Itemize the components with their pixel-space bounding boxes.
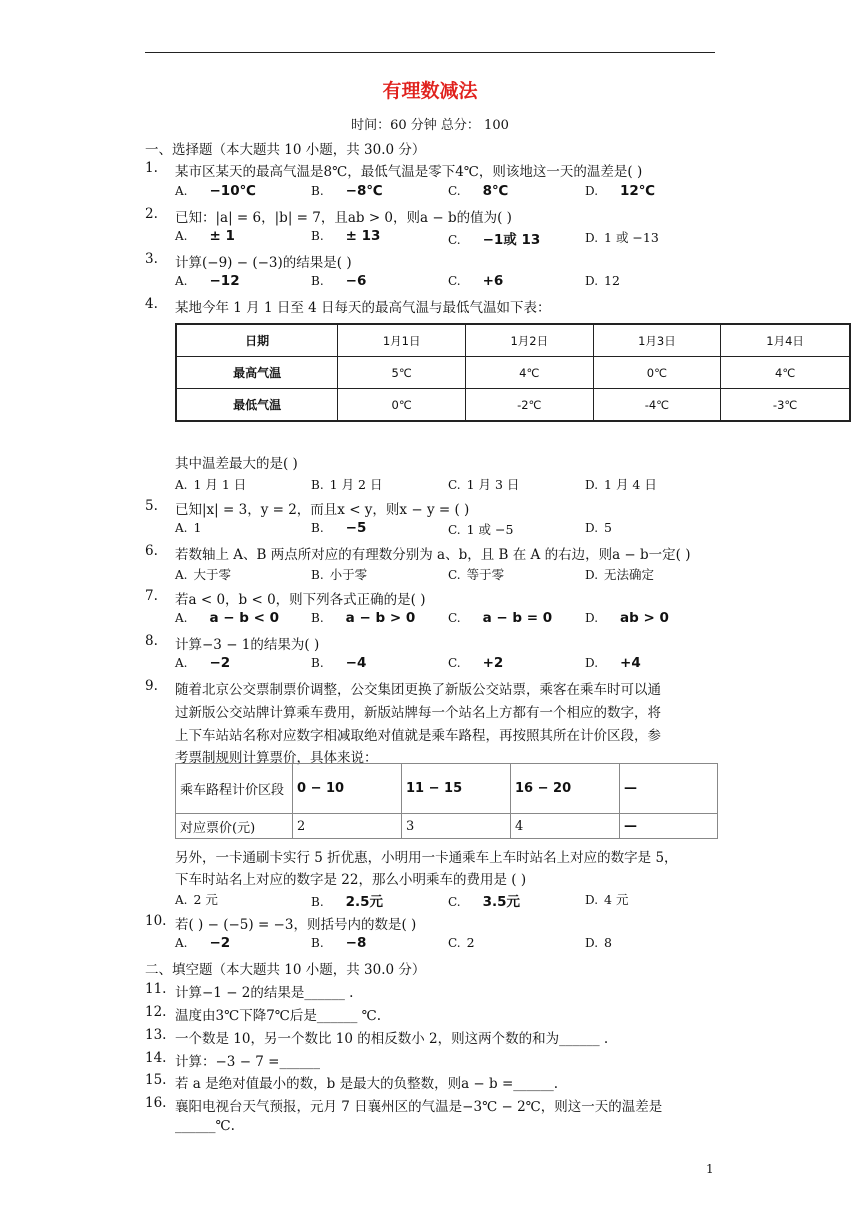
option-value: 1 月 2 日 xyxy=(329,477,383,492)
table-cell: 2 xyxy=(293,814,402,839)
option-value: ab > 0 xyxy=(620,610,669,626)
option-value: −8 xyxy=(345,935,367,951)
fill-question: 一个数是 10，另一个数比 10 的相反数小 2，则这两个数的和为______ . xyxy=(175,1031,609,1047)
table-cell: — xyxy=(620,764,718,814)
option-value: 1 xyxy=(193,520,202,535)
option-value: 12℃ xyxy=(620,183,656,199)
options-row: A. a − b < 0 B. a − b > 0 C. a − b = 0 D. ab > 0 xyxy=(175,610,669,626)
option-value: −12 xyxy=(209,273,240,289)
question-stem: 若数轴上 A、B 两点所对应的有理数分别为 a、b，且 B 在 A 的右边，则a − b一定( ) xyxy=(175,547,691,563)
options-row: A. −12 B. −6 C. +6 D. 12 xyxy=(175,273,620,289)
option-value: a − b > 0 xyxy=(345,610,416,626)
question-number: 4. xyxy=(145,296,158,312)
option-value: 1 月 4 日 xyxy=(604,477,657,492)
option-value: 2.5元 xyxy=(345,894,384,910)
table-cell: -2℃ xyxy=(465,389,593,422)
question-number: 13. xyxy=(145,1027,167,1043)
option-value: −2 xyxy=(209,935,231,951)
question-number: 11. xyxy=(145,981,167,997)
option-value: ± 1 xyxy=(209,228,235,244)
option-value: 1 月 1 日 xyxy=(193,477,247,492)
question-number: 5. xyxy=(145,498,158,514)
option-value: 1 或 −5 xyxy=(466,522,514,537)
exam-meta: 时间：60 分钟 总分： 100 xyxy=(351,118,509,133)
option-value: 2 xyxy=(466,935,475,950)
table-cell: 对应票价(元) xyxy=(176,814,293,839)
table-cell: 16 − 20 xyxy=(511,764,620,814)
table-cell: 最低气温 xyxy=(176,389,338,422)
question-stem-line: 随着北京公交票制票价调整，公交集团更换了新版公交站票，乘客在乘车时可以通 xyxy=(175,682,661,698)
section-fill-heading: 二、填空题（本大题共 10 小题，共 30.0 分） xyxy=(145,962,426,978)
fill-question-continued: ______℃. xyxy=(175,1118,235,1134)
fare-table xyxy=(175,763,718,839)
options-row: A. ± 1 B. ± 13 C. −1或 13 D. 1 或 −13 xyxy=(175,228,659,248)
question-number: 3. xyxy=(145,251,158,267)
option-value: 8℃ xyxy=(482,183,509,199)
option-value: 大于零 xyxy=(193,567,231,582)
question-number: 6. xyxy=(145,543,158,559)
question-followup: 另外，一卡通刷卡实行 5 折优惠，小明用一卡通乘车上车时站名上对应的数字是 5， xyxy=(175,850,678,866)
question-number: 14. xyxy=(145,1050,167,1066)
option-value: ± 13 xyxy=(345,228,381,244)
table-cell: 0℃ xyxy=(593,357,721,389)
table-header-cell: 1月3日 xyxy=(593,324,721,357)
question-number: 8. xyxy=(145,633,158,649)
table-header-cell: 1月4日 xyxy=(721,324,850,357)
options-row: A. 大于零 B. 小于零 C. 等于零 D. 无法确定 xyxy=(175,567,655,582)
header-rule xyxy=(145,52,715,53)
option-value: a − b = 0 xyxy=(482,610,553,626)
option-value: 12 xyxy=(604,273,620,288)
option-value: −10℃ xyxy=(209,183,256,199)
question-stem-line: 考票制规则计算票价，具体来说： xyxy=(175,750,378,766)
fill-question: 温度由3℃下降7℃后是______ ℃. xyxy=(175,1008,382,1024)
question-stem: 若( ) − (−5) = −3，则括号内的数是( ) xyxy=(175,917,417,933)
options-row: A. 2 元 B. 2.5元 C. 3.5元 D. 4 元 xyxy=(175,892,629,910)
fill-question: 襄阳电视台天气预报，元月 7 日襄州区的气温是−3℃ − 2℃，则这一天的温差是 xyxy=(175,1099,663,1115)
question-followup: 其中温差最大的是( ) xyxy=(175,456,298,472)
table-cell: 最高气温 xyxy=(176,357,338,389)
table-row xyxy=(176,764,718,814)
option-value: −8℃ xyxy=(345,183,383,199)
question-stem: 某市区某天的最高气温是8℃，最低气温是零下4℃，则该地这一天的温差是( ) xyxy=(175,164,643,180)
option-value: −6 xyxy=(345,273,367,289)
question-stem-line: 过新版公交站牌计算乘车费用，新版站牌每一个站名上方都有一个相应的数字，将 xyxy=(175,705,661,721)
table-row xyxy=(176,357,850,389)
option-value: +2 xyxy=(482,655,504,671)
table-header-cell: 1月1日 xyxy=(338,324,466,357)
option-value: 4 元 xyxy=(604,892,629,907)
option-value: a − b < 0 xyxy=(209,610,280,626)
options-row: A. −2 B. −8 C. 2 D. 8 xyxy=(175,935,612,951)
option-value: −1或 13 xyxy=(482,232,541,248)
option-value: 8 xyxy=(604,935,612,950)
table-cell: 乘车路程计价区段 xyxy=(176,764,293,814)
question-stem: 已知|x| = 3，y = 2，而且x < y，则x − y = ( ) xyxy=(175,502,470,518)
question-number: 7. xyxy=(145,588,158,604)
table-cell: — xyxy=(620,814,718,839)
question-followup: 下车时站名上对应的数字是 22，那么小明乘车的费用是 ( ) xyxy=(175,872,527,888)
fill-question: 计算：−3 − 7 =______ xyxy=(175,1054,320,1070)
table-cell: 0℃ xyxy=(338,389,466,422)
option-value: +4 xyxy=(620,655,641,671)
table-header-cell: 1月2日 xyxy=(465,324,593,357)
question-number: 2. xyxy=(145,206,158,222)
fill-question: 计算−1 − 2的结果是______ . xyxy=(175,985,354,1001)
question-stem: 已知：|a| = 6，|b| = 7，且ab > 0，则a − b的值为( ) xyxy=(175,210,512,226)
table-cell: 4 xyxy=(511,814,620,839)
option-value: −4 xyxy=(345,655,367,671)
question-number: 12. xyxy=(145,1004,167,1020)
options-row: A. 1 月 1 日 B. 1 月 2 日 C. 1 月 3 日 D. 1 月 4 日 xyxy=(175,477,657,492)
table-cell: -4℃ xyxy=(593,389,721,422)
section-choice-heading: 一、选择题（本大题共 10 小题，共 30.0 分） xyxy=(145,142,426,158)
option-value: 3.5元 xyxy=(482,894,520,910)
question-number: 15. xyxy=(145,1072,167,1088)
table-cell: 3 xyxy=(402,814,511,839)
table-cell: 0 − 10 xyxy=(293,764,402,814)
options-row: A. 1 B. −5 C. 1 或 −5 D. 5 xyxy=(175,520,612,537)
option-value: −5 xyxy=(345,520,367,536)
option-value: 1 或 −13 xyxy=(604,230,659,245)
table-header-cell: 日期 xyxy=(176,324,338,357)
option-value: 5 xyxy=(604,520,612,535)
option-value: 1 月 3 日 xyxy=(466,477,520,492)
option-value: −2 xyxy=(209,655,231,671)
question-stem: 某地今年 1 月 1 日至 4 日每天的最高气温与最低气温如下表： xyxy=(175,300,551,316)
table-cell: 4℃ xyxy=(465,357,593,389)
table-cell: 4℃ xyxy=(721,357,850,389)
option-value: 等于零 xyxy=(466,567,505,582)
options-row: A. −10℃ B. −8℃ C. 8℃ D. 12℃ xyxy=(175,183,656,199)
option-value: +6 xyxy=(482,273,504,289)
question-number: 16. xyxy=(145,1095,167,1111)
temperature-table xyxy=(175,323,851,422)
question-stem: 若a < 0，b < 0，则下列各式正确的是( ) xyxy=(175,592,426,608)
question-number: 9. xyxy=(145,678,158,694)
table-cell: 11 − 15 xyxy=(402,764,511,814)
table-row xyxy=(176,389,850,422)
page-number: 1 xyxy=(706,1162,714,1176)
fill-question: 若 a 是绝对值最小的数，b 是最大的负整数，则a − b =______. xyxy=(175,1076,559,1092)
table-row xyxy=(176,324,850,357)
page-title: 有理数减法 xyxy=(382,80,478,102)
option-value: 2 元 xyxy=(193,892,218,907)
table-cell: 5℃ xyxy=(338,357,466,389)
question-stem: 计算(−9) − (−3)的结果是( ) xyxy=(175,255,352,271)
question-number: 1. xyxy=(145,160,158,176)
question-stem: 计算−3 − 1的结果为( ) xyxy=(175,637,320,653)
table-cell: -3℃ xyxy=(721,389,850,422)
question-stem-line: 上下车站站名称对应数字相减取绝对值就是乘车路程，再按照其所在计价区段，参 xyxy=(175,728,661,744)
option-value: 无法确定 xyxy=(604,567,655,582)
question-number: 10. xyxy=(145,913,167,929)
option-value: 小于零 xyxy=(329,567,368,582)
table-row xyxy=(176,814,718,839)
options-row: A. −2 B. −4 C. +2 D. +4 xyxy=(175,655,641,671)
